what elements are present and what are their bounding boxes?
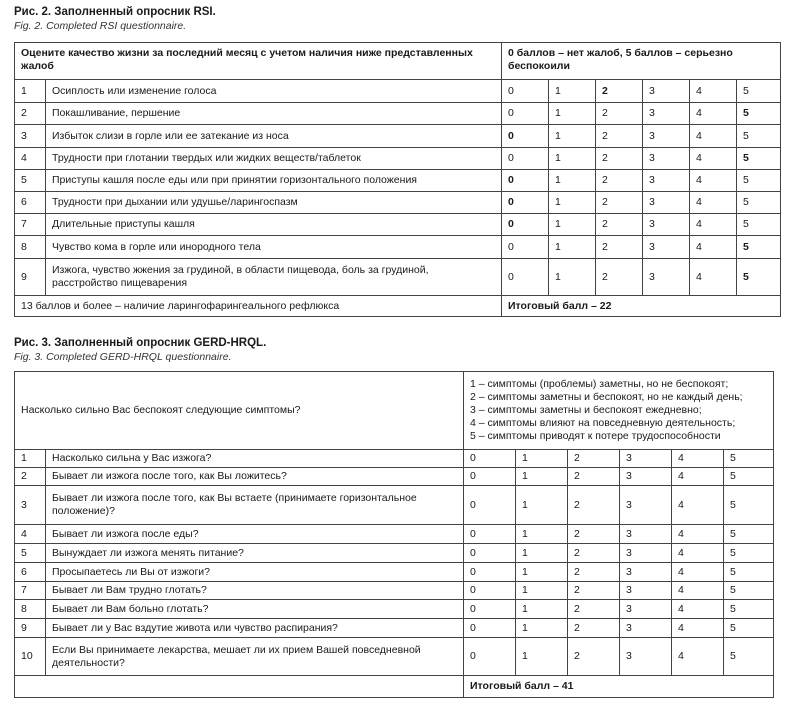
- score-cell: 4: [672, 582, 724, 600]
- score-cell: 5: [724, 525, 774, 544]
- score-cell: 1: [516, 450, 568, 468]
- score-cell: 2: [568, 544, 620, 563]
- row-question: Насколько сильна у Вас изжога?: [46, 450, 464, 468]
- score-cell: 0: [502, 125, 549, 148]
- table-row: [15, 259, 781, 296]
- row-question: Бывает ли изжога после того, как Вы ложитесь?: [46, 468, 464, 486]
- row-number: 8: [15, 236, 46, 259]
- row-number: 3: [15, 486, 46, 525]
- gerd-legend-line: 3 – симптомы заметны и беспокоят ежедневно;: [470, 404, 702, 416]
- row-number: 3: [15, 125, 46, 148]
- gerd-table: [14, 371, 774, 698]
- score-cell: 0: [502, 236, 549, 259]
- score-cell: 2: [596, 259, 643, 296]
- gerd-legend-line: 5 – симптомы приводят к потере трудоспособности: [470, 430, 721, 442]
- row-number: 5: [15, 544, 46, 563]
- score-cell: 4: [690, 125, 737, 148]
- score-cell: 5: [724, 544, 774, 563]
- row-question: Бывает ли у Вас вздутие живота или чувство распирания?: [46, 619, 464, 638]
- score-cell: 5: [737, 103, 781, 125]
- score-cell: 2: [568, 582, 620, 600]
- score-cell: 4: [690, 103, 737, 125]
- score-cell: 1: [516, 544, 568, 563]
- row-question: Трудности при дыхании или удушье/ларингоспазм: [46, 192, 502, 214]
- score-cell: 4: [690, 170, 737, 192]
- table-row: [15, 103, 781, 125]
- row-number: 2: [15, 103, 46, 125]
- score-cell: 2: [568, 525, 620, 544]
- score-cell: 3: [643, 170, 690, 192]
- score-cell: 5: [737, 192, 781, 214]
- score-cell: 4: [690, 214, 737, 236]
- table-row: [15, 486, 774, 525]
- rsi-footer-note: 13 баллов и более – наличие ларингофарингеального рефлюкса: [15, 296, 502, 317]
- score-cell: 5: [724, 638, 774, 676]
- score-cell: 3: [620, 450, 672, 468]
- score-cell: 5: [724, 619, 774, 638]
- score-cell: 4: [690, 236, 737, 259]
- score-cell: 3: [620, 638, 672, 676]
- score-cell: 0: [502, 148, 549, 170]
- score-cell: 1: [549, 236, 596, 259]
- score-cell: 4: [672, 525, 724, 544]
- table-row: [15, 236, 781, 259]
- score-cell: 0: [464, 450, 516, 468]
- score-cell: 2: [568, 619, 620, 638]
- score-cell: 3: [620, 563, 672, 582]
- score-cell: 3: [620, 525, 672, 544]
- score-cell: 3: [643, 148, 690, 170]
- score-cell: 3: [643, 214, 690, 236]
- table-row: [15, 468, 774, 486]
- row-number: 7: [15, 214, 46, 236]
- gerd-legend-line: 1 – симптомы (проблемы) заметны, но не беспокоят;: [470, 378, 729, 390]
- score-cell: 5: [737, 80, 781, 103]
- row-number: 8: [15, 600, 46, 619]
- score-cell: 2: [568, 563, 620, 582]
- row-question: Покашливание, першение: [46, 103, 502, 125]
- table-row: [15, 148, 781, 170]
- score-cell: 1: [549, 192, 596, 214]
- row-question: Трудности при глотании твердых или жидких веществ/таблеток: [46, 148, 502, 170]
- score-cell: 0: [502, 80, 549, 103]
- row-question: Вынуждает ли изжога менять питание?: [46, 544, 464, 563]
- table-row: [15, 525, 774, 544]
- score-cell: 0: [464, 563, 516, 582]
- row-question: Длительные приступы кашля: [46, 214, 502, 236]
- score-cell: 0: [464, 525, 516, 544]
- rsi-footer-row: [15, 296, 781, 317]
- row-question: Бывает ли Вам трудно глотать?: [46, 582, 464, 600]
- score-cell: 3: [643, 192, 690, 214]
- table-row: [15, 192, 781, 214]
- score-cell: 1: [516, 619, 568, 638]
- fig3-title: Рис. 3. Заполненный опросник GERD-HRQL.: [14, 337, 267, 349]
- score-cell: 4: [672, 619, 724, 638]
- row-number: 6: [15, 563, 46, 582]
- score-cell: 2: [596, 103, 643, 125]
- score-cell: 4: [690, 192, 737, 214]
- score-cell: 1: [516, 525, 568, 544]
- score-cell: 2: [596, 125, 643, 148]
- table-row: [15, 170, 781, 192]
- score-cell: 2: [568, 600, 620, 619]
- score-cell: 5: [724, 582, 774, 600]
- score-cell: 0: [502, 103, 549, 125]
- gerd-footer-row: [15, 676, 774, 698]
- score-cell: 5: [737, 125, 781, 148]
- row-number: 4: [15, 525, 46, 544]
- table-row: [15, 600, 774, 619]
- score-cell: 0: [464, 638, 516, 676]
- gerd-total-score: Итоговый балл – 41: [464, 676, 774, 698]
- score-cell: 3: [620, 486, 672, 525]
- row-number: 5: [15, 170, 46, 192]
- score-cell: 3: [643, 125, 690, 148]
- fig2-subtitle: Fig. 2. Completed RSI questionnaire.: [14, 20, 187, 32]
- score-cell: 4: [690, 148, 737, 170]
- row-number: 9: [15, 259, 46, 296]
- row-number: 7: [15, 582, 46, 600]
- score-cell: 2: [596, 148, 643, 170]
- table-row: [15, 80, 781, 103]
- table-row: [15, 214, 781, 236]
- score-cell: 3: [620, 619, 672, 638]
- score-cell: 0: [464, 544, 516, 563]
- score-cell: 4: [690, 80, 737, 103]
- score-cell: 4: [672, 600, 724, 619]
- score-cell: 5: [724, 468, 774, 486]
- score-cell: 2: [596, 214, 643, 236]
- score-cell: 1: [549, 214, 596, 236]
- score-cell: 1: [549, 259, 596, 296]
- score-cell: 3: [620, 600, 672, 619]
- score-cell: 1: [549, 125, 596, 148]
- score-cell: 1: [516, 468, 568, 486]
- row-number: 1: [15, 80, 46, 103]
- score-cell: 3: [620, 544, 672, 563]
- row-question: Чувство кома в горле или инородного тела: [46, 236, 502, 259]
- score-cell: 3: [643, 80, 690, 103]
- rsi-header-question: Оцените качество жизни за последний месяц с учетом наличия ниже представленных жалоб: [15, 43, 502, 80]
- gerd-legend-line: 2 – симптомы заметны и беспокоят, но не каждый день;: [470, 391, 743, 403]
- score-cell: 4: [672, 486, 724, 525]
- row-question: Избыток слизи в горле или ее затекание из носа: [46, 125, 502, 148]
- score-cell: 1: [549, 80, 596, 103]
- score-cell: 2: [568, 468, 620, 486]
- row-question: Приступы кашля после еды или при принятии горизонтального положения: [46, 170, 502, 192]
- score-cell: 5: [737, 170, 781, 192]
- row-question: Если Вы принимаете лекарства, мешает ли их прием Вашей повседневной деятельности?: [46, 638, 464, 676]
- row-number: 4: [15, 148, 46, 170]
- score-cell: 5: [737, 259, 781, 296]
- score-cell: 2: [568, 638, 620, 676]
- gerd-legend-line: 4 – симптомы влияют на повседневную деятельность;: [470, 417, 736, 429]
- rsi-total-score: Итоговый балл – 22: [502, 296, 781, 317]
- fig2-title: Рис. 2. Заполненный опросник RSI.: [14, 6, 216, 18]
- score-cell: 0: [464, 600, 516, 619]
- table-row: [15, 619, 774, 638]
- score-cell: 5: [724, 450, 774, 468]
- row-number: 2: [15, 468, 46, 486]
- score-cell: 2: [596, 236, 643, 259]
- score-cell: 2: [568, 486, 620, 525]
- score-cell: 0: [464, 582, 516, 600]
- row-number: 6: [15, 192, 46, 214]
- score-cell: 2: [596, 80, 643, 103]
- score-cell: 0: [464, 619, 516, 638]
- score-cell: 3: [643, 236, 690, 259]
- gerd-header-question: Насколько сильно Вас беспокоят следующие симптомы?: [15, 372, 464, 450]
- score-cell: 1: [516, 638, 568, 676]
- score-cell: 1: [516, 486, 568, 525]
- row-question: Изжога, чувство жжения за грудиной, в области пищевода, боль за грудиной, расстройство пищеварения: [46, 259, 502, 296]
- score-cell: 3: [643, 259, 690, 296]
- score-cell: 4: [672, 638, 724, 676]
- score-cell: 1: [516, 563, 568, 582]
- score-cell: 1: [549, 170, 596, 192]
- row-number: 1: [15, 450, 46, 468]
- gerd-legend: [464, 372, 774, 450]
- row-number: 10: [15, 638, 46, 676]
- score-cell: 0: [502, 192, 549, 214]
- score-cell: 0: [464, 468, 516, 486]
- row-question: Бывает ли изжога после еды?: [46, 525, 464, 544]
- table-row: [15, 125, 781, 148]
- score-cell: 0: [502, 214, 549, 236]
- table-row: [15, 563, 774, 582]
- score-cell: 1: [549, 103, 596, 125]
- score-cell: 5: [737, 148, 781, 170]
- score-cell: 1: [549, 148, 596, 170]
- table-row: [15, 638, 774, 676]
- score-cell: 4: [672, 544, 724, 563]
- score-cell: 2: [568, 450, 620, 468]
- score-cell: 2: [596, 192, 643, 214]
- score-cell: 0: [502, 170, 549, 192]
- table-row: [15, 582, 774, 600]
- score-cell: 4: [690, 259, 737, 296]
- row-question: Просыпаетесь ли Вы от изжоги?: [46, 563, 464, 582]
- row-question: Бывает ли изжога после того, как Вы встаете (принимаете горизонтальное положение)?: [46, 486, 464, 525]
- row-question: Бывает ли Вам больно глотать?: [46, 600, 464, 619]
- score-cell: 5: [724, 563, 774, 582]
- score-cell: 4: [672, 563, 724, 582]
- score-cell: 0: [502, 259, 549, 296]
- row-number: 9: [15, 619, 46, 638]
- score-cell: 1: [516, 582, 568, 600]
- score-cell: 1: [516, 600, 568, 619]
- score-cell: 2: [596, 170, 643, 192]
- table-row: [15, 544, 774, 563]
- score-cell: 3: [643, 103, 690, 125]
- gerd-footer-empty: [15, 676, 464, 698]
- score-cell: 3: [620, 468, 672, 486]
- rsi-header-scale: 0 баллов – нет жалоб, 5 баллов – серьезно беспокоили: [502, 43, 781, 80]
- score-cell: 5: [724, 486, 774, 525]
- score-cell: 4: [672, 468, 724, 486]
- fig3-subtitle: Fig. 3. Completed GERD-HRQL questionnaire.: [14, 351, 232, 363]
- rsi-table: [14, 42, 781, 317]
- table-row: [15, 450, 774, 468]
- score-cell: 0: [464, 486, 516, 525]
- score-cell: 5: [737, 236, 781, 259]
- score-cell: 5: [724, 600, 774, 619]
- row-question: Осиплость или изменение голоса: [46, 80, 502, 103]
- score-cell: 5: [737, 214, 781, 236]
- score-cell: 3: [620, 582, 672, 600]
- score-cell: 4: [672, 450, 724, 468]
